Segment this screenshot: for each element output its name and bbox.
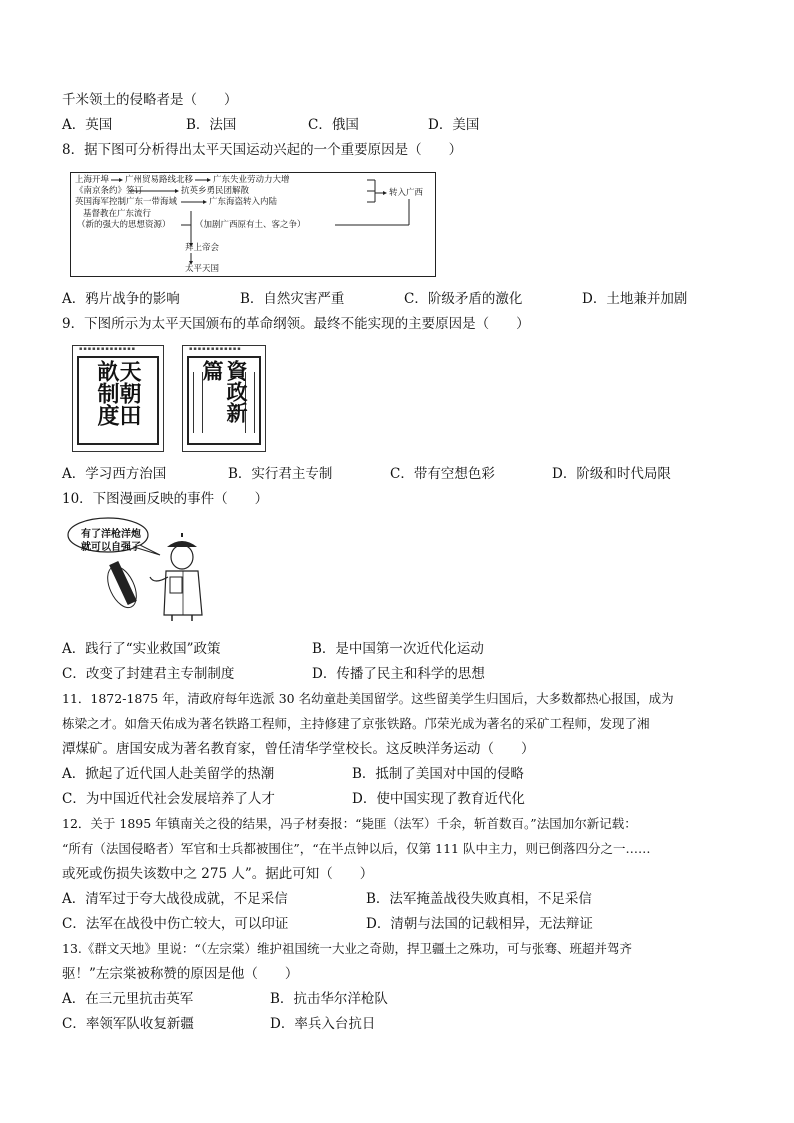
- diagram-r2a: 《南京条约》签订: [75, 186, 144, 196]
- q13-stem-line1: 13.《群文天地》里说：“（左宗棠）维护祖国统一大业之奇勋，捍卫疆土之殊功，可与张骞、班超并驾齐: [62, 941, 633, 956]
- q8-option-a: A．鸦片战争的影响: [62, 291, 180, 307]
- book1-header-decoration: ▪▪▪▪▪▪▪▪▪▪▪▪▪: [79, 346, 137, 352]
- q13-stem-line2: 驱！”左宗棠被称赞的原因是他（ ）: [62, 966, 299, 982]
- book1-title: 天朝田畝制度: [94, 360, 142, 426]
- q11-option-d: D．使中国实现了教育近代化: [352, 791, 525, 807]
- book-image-tianchao: [72, 345, 164, 452]
- diagram-r6: 拜上帝会: [185, 243, 220, 253]
- bubble-line1: 有了洋枪洋炮: [81, 529, 141, 540]
- q11-option-a: A．掀起了近代国人赴美留学的热潮: [62, 766, 275, 782]
- q9-stem: 9．下图所示为太平天国颁布的革命纲领。最终不能实现的主要原因是（ ）: [62, 316, 530, 332]
- q8-option-c: C．阶级矛盾的激化: [404, 291, 523, 307]
- q7-stem: 千米领土的侵略者是（ ）: [62, 92, 238, 108]
- q9-option-a: A．学习西方治国: [62, 466, 167, 482]
- q11-option-c: C．为中国近代社会发展培养了人才: [62, 791, 275, 807]
- q8-flow-diagram: [70, 172, 436, 277]
- q10-option-a: A．践行了“实业救国”政策: [62, 641, 221, 657]
- cartoon-speech-bubble: [81, 528, 141, 554]
- q13-option-b: B．抗击华尔洋枪队: [270, 991, 388, 1007]
- q7-option-b: B．法国: [186, 117, 237, 133]
- q8-option-b: B．自然灾害严重: [240, 291, 345, 307]
- cartoon-image: [64, 515, 212, 625]
- q12-stem-line3: 或死或伤损失该数中之 275 人”。据此可知（ ）: [62, 866, 374, 882]
- q8-stem: 8．据下图可分析得出太平天国运动兴起的一个重要原因是（ ）: [62, 142, 463, 158]
- diagram-r4a: 基督教在广东流行: [83, 209, 152, 219]
- diagram-r1b: 广州贸易路线北移: [125, 175, 194, 185]
- book2-header-decoration: ▪▪▪▪▪▪▪▪▪▪▪▪: [189, 346, 242, 352]
- q10-stem: 10．下图漫画反映的事件（ ）: [62, 491, 269, 507]
- q12-stem-line2: “所有（法国侵略者）军官和士兵都被围住”，“在半点钟以后，仅第 111 队中主力，则已倒落四分之一……: [62, 841, 651, 856]
- book-image-zizheng: [182, 345, 266, 452]
- q11-stem-line1: 11．1872-1875 年，清政府每年选派 30 名幼童赴美国留学。这些留美学生归国后，大多数都热心报国，成为: [62, 691, 674, 706]
- q9-option-c: C．带有空想色彩: [390, 466, 495, 482]
- q8-option-d: D．土地兼并加剧: [582, 291, 688, 307]
- q10-option-d: D．传播了民主和科学的思想: [312, 666, 485, 682]
- diagram-r4b: （新的强大的思想资源）: [77, 220, 171, 230]
- q13-option-a: A．在三元里抗击英军: [62, 991, 194, 1007]
- q12-stem-line1: 12．关于 1895 年镇南关之役的结果，冯子材奏报：“毙匪（法军）千余，斩首数百。”法国加尔新记载：: [62, 816, 637, 831]
- diagram-r2b: 抗英乡勇民团解散: [181, 186, 250, 196]
- diagram-r3b: 广东海盗转入内陆: [209, 197, 278, 207]
- q11-stem-line2: 栋梁之才。如詹天佑成为著名铁路工程师，主持修建了京张铁路。邝荣光成为著名的采矿工程师，发现了湘: [62, 716, 650, 731]
- diagram-r3a: 英国海军控制广东一带海域: [75, 197, 178, 207]
- diagram-r1c: 广东失业劳动力大增: [213, 175, 290, 185]
- q13-option-d: D．率兵入台抗日: [270, 1016, 376, 1032]
- book2-title: 資政新篇: [200, 360, 249, 423]
- q11-stem-line3: 潭煤矿。唐国安成为著名教育家，曾任清华学堂校长。这反映洋务运动（ ）: [62, 741, 535, 757]
- diagram-r5: （加剧广西原有土、客之争）: [195, 220, 306, 230]
- q7-option-c: C．俄国: [308, 117, 359, 133]
- diagram-r1a: 上海开埠: [75, 175, 110, 185]
- q10-option-c: C．改变了封建君主专制制度: [62, 666, 235, 682]
- q9-option-d: D．阶级和时代局限: [552, 466, 671, 482]
- q9-option-b: B．实行君主专制: [228, 466, 333, 482]
- q7-option-a: A．英国: [62, 117, 113, 133]
- q12-option-d: D．清朝与法国的记载相异，无法辩证: [366, 916, 593, 932]
- q7-option-d: D．美国: [428, 117, 480, 133]
- q11-option-b: B．抵制了美国对中国的侵略: [352, 766, 524, 782]
- diagram-r7: 太平天国: [185, 264, 220, 274]
- q12-option-a: A．清军过于夸大战役成就，不足采信: [62, 891, 288, 907]
- q12-option-c: C．法军在战役中伤亡较大，可以印证: [62, 916, 289, 932]
- bubble-line2: 就可以自强了: [81, 542, 141, 553]
- q12-option-b: B．法军掩盖战役失败真相，不足采信: [366, 891, 592, 907]
- diagram-right: 转入广西: [389, 188, 424, 198]
- q13-option-c: C．率领军队收复新疆: [62, 1016, 194, 1032]
- q10-option-b: B．是中国第一次近代化运动: [312, 641, 484, 657]
